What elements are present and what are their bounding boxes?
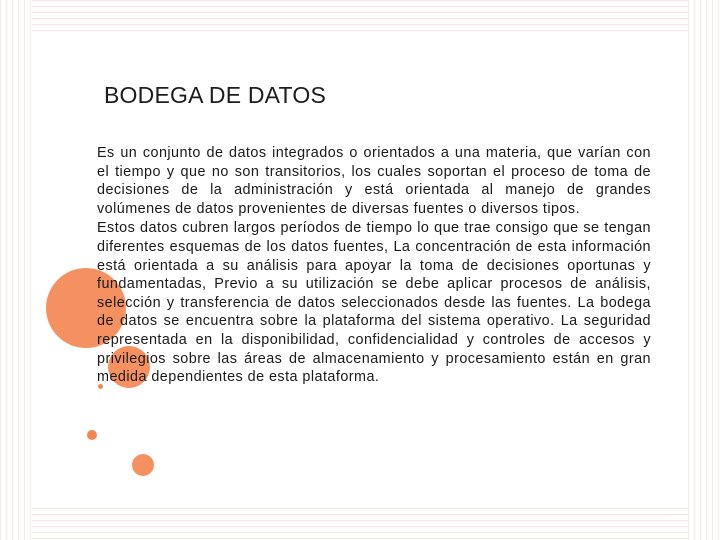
slide-title: BODEGA DE DATOS	[104, 82, 326, 108]
decorative-small-circle	[132, 454, 154, 476]
paragraph-definition: Es un conjunto de datos integrados o orientados a una materia, que varían con el tiempo y que no son transitorios, los cuales soportan el proceso de toma de decisiones de la administración y está orientada al manejo de grandes volúmenes de datos provenientes de diversas fuentes o diversos tipos.	[97, 145, 651, 217]
decorative-dot	[87, 430, 97, 440]
left-border-stripes	[0, 0, 32, 540]
slide-body	[97, 144, 651, 388]
paragraph-details: Estos datos cubren largos períodos de tiempo lo que trae consigo que se tengan diferentes esquemas de los datos fuentes, La concentración de esta información está orientada a su análisis para apoyar la toma de decisiones oportunas y fundamentadas, Previo a su utilización se debe aplicar procesos de análisis, selección y transferencia de datos seleccionados desde las fuentes. La bodega de datos se encuentra sobre la plataforma del sistema operativo. La seguridad representada en la disponibilidad, confidencialidad y controles de accesos y privilegios sobre las áreas de almacenamiento y procesamiento están en gran medida dependientes de esta plataforma.	[97, 220, 651, 386]
top-border-stripes	[32, 0, 688, 32]
right-border-stripes	[688, 0, 720, 540]
bottom-border-stripes	[32, 508, 688, 540]
